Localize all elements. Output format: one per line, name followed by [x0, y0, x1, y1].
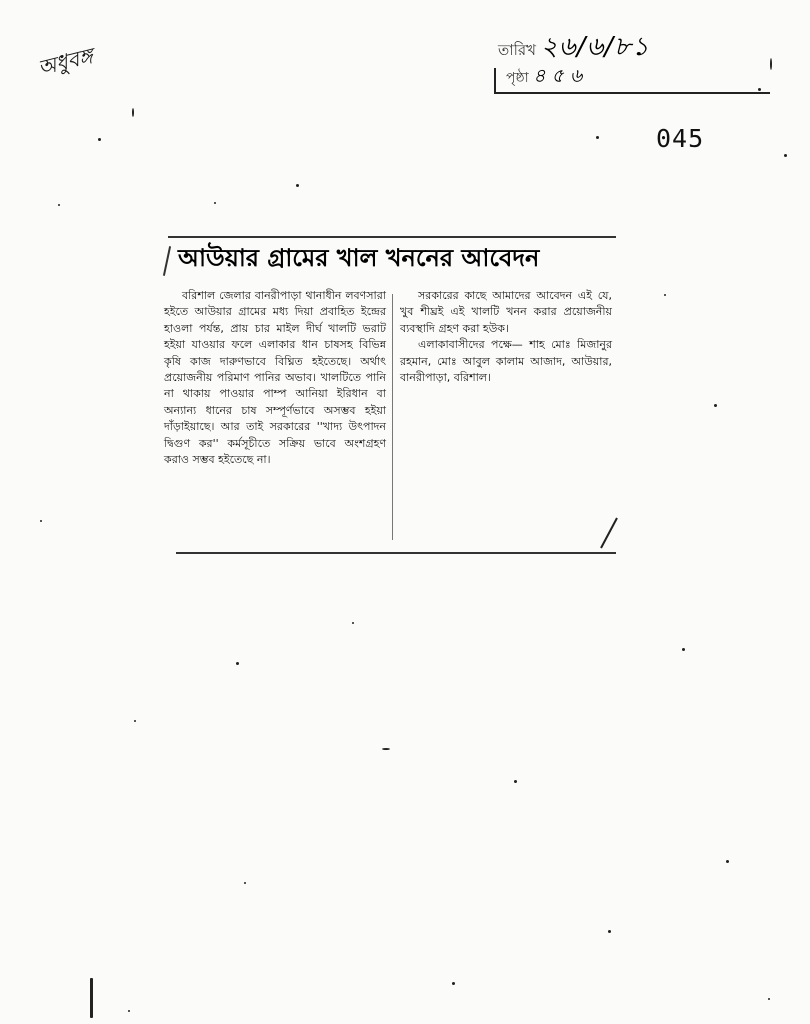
- date-label: তারিখ: [498, 41, 536, 59]
- newspaper-clipping: [156, 234, 616, 562]
- clipping-bottom-edge: [176, 552, 616, 554]
- clipping-left-edge: [163, 246, 171, 276]
- date-value: ২৬/৬/৮১: [540, 32, 650, 62]
- article-signature: এলাকাবাসীদের পক্ষে— শাহ মোঃ মিজানুর রহমান, মোঃ আবুল কালাম আজাদ, আউয়ার, বানরীপাড়া, বরিশাল।: [400, 338, 612, 385]
- page-row: [506, 62, 582, 94]
- page-label: পৃষ্ঠা: [506, 70, 529, 86]
- article-column-left: [164, 288, 386, 468]
- article-column-right: [400, 288, 612, 386]
- stamp-underline: [494, 92, 770, 94]
- clipping-top-edge: [168, 236, 616, 238]
- article-paragraph-1: বরিশাল জেলার বানরীপাড়া থানাধীন লবণসারা হইতে আউয়ার গ্রামের মধ্য দিয়া প্রবাহিত ইন্দ্রের হাওলা পর্যন্ত, প্রায় চার মাইল দীর্ঘ খালটি ভরাট হইয়া যাওয়ার ফলে এলাকার ধান চাষসহ বিভিন্ন কৃষি কাজ দারুণভাবে বিঘ্নিত হইতেছে। অর্থাৎ প্রয়োজনীয় পরিমাণ পানির অভাব। খালটিতে পানি না থাকায় পাওয়ার পাম্প আনিয়া ইরিধান বা অন্যান্য ধানের চাষ সম্পূর্ণভাবে অসম্ভব হইয়া দাঁড়াইয়াছে। আর তাই সরকারের ''খাদ্য উৎপাদন দ্বিগুণ কর'' কর্মসূচীতে সক্রিয় ভাবে অংশগ্রহণ করাও সম্ভব হইতেছে না।: [164, 289, 386, 467]
- date-stamp: [488, 22, 778, 96]
- handwritten-margin-note: অধুবঙ্গ: [35, 43, 96, 81]
- column-divider: [392, 294, 393, 540]
- page-value: ৪ ৫ ৬: [533, 65, 583, 87]
- stamp-tick-mark: [494, 68, 496, 94]
- article-paragraph-2: সরকারের কাছে আমাদের আবেদন এই যে, খুব শীঘ্রই এই খালটি খনন করার প্রয়োজনীয় ব্যবস্থাদি গ্রহণ করা হউক।: [400, 289, 612, 335]
- article-headline: আউয়ার গ্রামের খাল খননের আবেদন: [178, 244, 540, 272]
- sheet-number: 045: [656, 124, 705, 153]
